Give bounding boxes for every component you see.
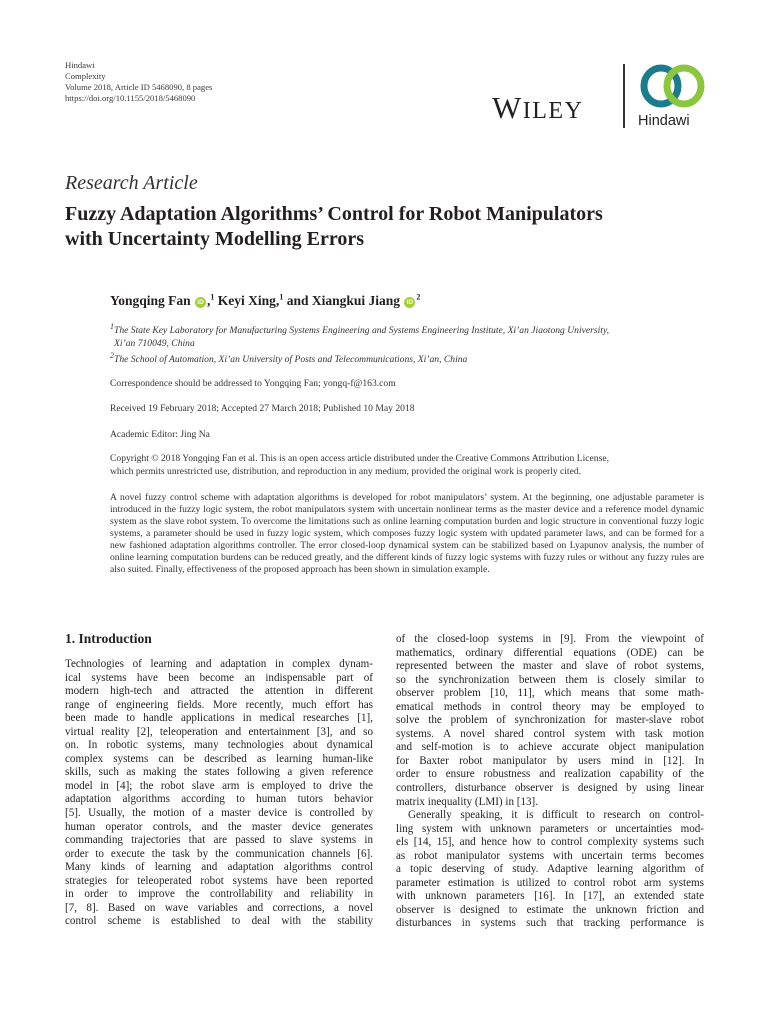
- text-line: Many kinds of learning and adaptation algorithms control: [65, 861, 373, 874]
- text-line: observer is designed to estimate the unknown friction and: [396, 903, 704, 916]
- author-3[interactable]: and Xiangkui Jiang: [286, 293, 400, 308]
- text-line: systems. A novel shared control system with task motion: [396, 727, 704, 740]
- text-line: ical systems have been become an indispensable part of: [65, 671, 373, 684]
- text-line: complex systems can be described as learning human-like: [65, 752, 373, 765]
- title-line-1: Fuzzy Adaptation Algorithms’ Control for Robot Manipulators: [65, 203, 603, 225]
- text-line: Technologies of learning and adaptation in complex dynam-: [65, 658, 373, 670]
- volume-info: Volume 2018, Article ID 5468090, 8 pages: [65, 82, 213, 92]
- text-line: so the synchronization between them is closely similar to: [396, 673, 704, 686]
- left-column: [65, 658, 373, 929]
- hindawi-rings-icon: [637, 62, 709, 110]
- text-line: human operator controls, and the master device generates: [65, 820, 373, 833]
- doi-link[interactable]: https://doi.org/10.1155/2018/5468090: [65, 93, 196, 103]
- affiliation-2-line-1: The School of Automation, Xi’an University of Posts and Telecommunications, Xi’an, China: [114, 354, 468, 365]
- text-line: controllers, disturbance observer is designed by using linear: [396, 782, 704, 795]
- author-3-affiliation: 2: [416, 292, 421, 302]
- section-heading: 1. Introduction: [65, 631, 152, 646]
- text-line: skills, such as making the states following a given reference: [65, 766, 373, 779]
- text-line: solve the problem of synchronization for master-slave robot: [396, 714, 704, 727]
- affiliation-1-line-2: Xi’an 710049, China: [114, 338, 195, 349]
- journal-name: Complexity: [65, 71, 106, 81]
- text-line: [7, 8]. Based on wave variables and corrections, a novel: [65, 901, 373, 914]
- journal-meta: [65, 60, 212, 104]
- text-line: range of engineering fields. More recently, much effort has: [65, 698, 373, 711]
- abstract: A novel fuzzy control scheme with adaptation algorithms is developed for robot manipulators’ system. At the beginning, one adjustable parameter is introduced in the fuzzy logic system, the robot manipulators system with uncertain nonlinear terms as the master device and a reference model dynamic system as the slave robot system. To overcome the limitations such as online learning computation burden and logic structure in conventional fuzzy logic systems, a parameter should be used in fuzzy logic system, which composes fuzzy logic system with updated parameter laws, and can be formed for a new fashioned adaptation algorithms controller. The error closed-loop dynamical system can be stabilized based on Lyapunov analysis, the number of online learning computation burdens can be reduced greatly, and the different kinds of fuzzy logic systems with fuzzy rules or without any fuzzy rules are also suited. Finally, effectiveness of the proposed approach has been shown in simulation example.: [110, 492, 704, 575]
- text-line: order to execute the task by the communication channels [6].: [65, 847, 373, 860]
- text-line: control scheme is established to deal with the stability: [65, 915, 373, 928]
- text-line: for Baxter robot manipulator by users mind in [12]. In: [396, 754, 704, 767]
- text-line: Generally speaking, it is difficult to research on control-: [408, 809, 704, 822]
- text-line: of the closed-loop systems in [9]. From the viewpoint of: [396, 633, 704, 645]
- hindawi-logo-text: Hindawi: [638, 113, 690, 129]
- text-line: a topic deserving of study. Adaptive learning algorithm of: [396, 863, 704, 876]
- affiliation-2-number: 2: [110, 350, 114, 360]
- text-line: modern high-tech and attracted the attention in different: [65, 685, 373, 698]
- copyright-line-2: which permits unrestricted use, distribution, and reproduction in any medium, provided the original work is properly cited.: [110, 466, 582, 477]
- right-column: [396, 633, 704, 931]
- text-line: been made to handle applications in medical researches [1],: [65, 712, 373, 725]
- correspondence: Correspondence should be addressed to Yongqing Fan; yongq-f@163.com: [110, 378, 396, 389]
- copyright-notice: [110, 452, 710, 478]
- text-line: as robot manipulator systems with uncertain terms becomes: [396, 849, 704, 862]
- author-1[interactable]: Yongqing Fan: [110, 293, 191, 308]
- article-type: Research Article: [65, 172, 198, 194]
- academic-editor: Academic Editor: Jing Na: [110, 429, 210, 440]
- text-line: virtual reality [2], teleoperation and entertainment [3], and so: [65, 725, 373, 738]
- copyright-line-1: Copyright © 2018 Yongqing Fan et al. This is an open access article distributed under the Creative Commons Attribution License,: [110, 453, 609, 464]
- author-list: Yongqing Fan iD ,$^1$ Keyi Xing,$^1$ and Xiangkui Jiang $iD^2$: [110, 292, 421, 308]
- text-line: with unknown parameters [16]. In [17], an extended state: [396, 890, 704, 903]
- text-line: in order to improve the controllability and reliability in: [65, 888, 373, 901]
- text-line: and self-motion is to achieve accurate object manipulation: [396, 741, 704, 754]
- title-line-2: with Uncertainty Modelling Errors: [65, 228, 365, 250]
- orcid-icon[interactable]: iD: [404, 297, 415, 308]
- affiliation-2: [110, 350, 690, 366]
- logo-divider: [623, 64, 625, 128]
- wiley-logo: WILEY: [492, 90, 584, 125]
- text-line: mathematics, ordinary differential equations (ODE) can be: [396, 646, 704, 659]
- text-line: represented between the master and slave of robot systems,: [396, 660, 704, 673]
- orcid-icon[interactable]: iD: [195, 297, 206, 308]
- text-line: disturbances in systems such that tracking performance is: [396, 917, 704, 930]
- text-line: on. In robotic systems, many technologies about dynamical: [65, 739, 373, 752]
- text-line: model in [4]; the robot slave arm is employed to drive the: [65, 779, 373, 792]
- text-line: commanding trajectories that are passed to slave systems in: [65, 834, 373, 847]
- text-line: observer problem [10, 11], which means that some math-: [396, 687, 704, 700]
- affiliation-1: [110, 321, 690, 350]
- author-2-affiliation: 1: [279, 292, 284, 302]
- text-line: matrix inequality (LMI) in [13].: [396, 795, 539, 808]
- text-line: strategies for teleoperated robot systems have been reported: [65, 874, 373, 887]
- publisher-name: Hindawi: [65, 60, 95, 70]
- text-line: parameter estimation is utilized to control robot arm systems: [396, 876, 704, 889]
- text-line: ematical methods in control theory may be employed to: [396, 700, 704, 713]
- publication-dates: Received 19 February 2018; Accepted 27 March 2018; Published 10 May 2018: [110, 403, 415, 414]
- affiliation-1-number: 1: [110, 321, 114, 331]
- text-line: ling system with unknown parameters or uncertainties mod-: [396, 822, 704, 835]
- author-1-affiliation: 1: [210, 292, 215, 302]
- author-2[interactable]: Keyi Xing,: [217, 293, 280, 308]
- text-line: adaptation algorithms according to human tutors behavior: [65, 793, 373, 806]
- text-line: els [14, 15], and hence how to control complexity systems such: [396, 836, 704, 849]
- text-line: order to ensure robustness and realization capability of the: [396, 768, 704, 781]
- paper-title: [65, 202, 725, 252]
- text-line: [5]. Usually, the motion of a master device is controlled by: [65, 807, 373, 820]
- affiliation-1-line-1: The State Key Laboratory for Manufacturing Systems Engineering and Systems Engineering Institute, Xi’an Jiaotong University,: [114, 325, 610, 336]
